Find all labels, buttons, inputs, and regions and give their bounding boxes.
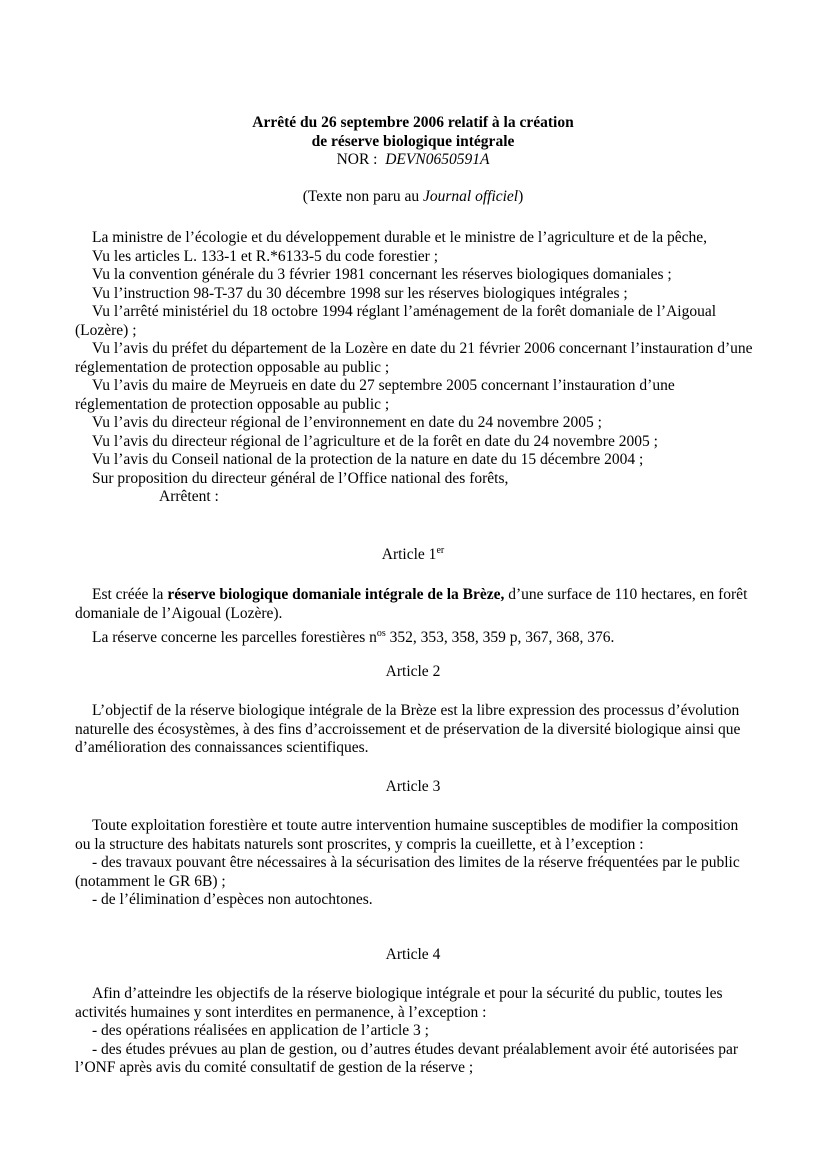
document-header <box>0 114 826 170</box>
visa: Sur proposition du directeur général de l’Office national des forêts, <box>92 469 509 487</box>
article-1-heading-sup: er <box>436 544 445 556</box>
article-4-intro: Afin d’atteindre les objectifs de la réserve biologique intégrale et pour la sécurité du public, toutes les activités humaines y sont interdites en permanence, à l’exception : <box>75 985 723 1021</box>
article-4-heading: Article 4 <box>385 946 441 963</box>
visa: Vu l’avis du directeur régional de l’environnement en date du 24 novembre 2005 ; <box>92 414 602 431</box>
article-4-item: - des opérations réalisées en application de l’article 3 ; <box>92 1022 429 1039</box>
article-1-p2-after: 352, 353, 358, 359 p, 367, 368, 376. <box>385 629 615 646</box>
article-1-heading <box>0 546 826 565</box>
visa: Vu l’avis du Conseil national de la protection de la nature en date du 15 décembre 2004 ; <box>92 451 644 468</box>
article-1-p1-after: d’une surface de 110 hectares, en forêt domaniale de l’Aigoual (Lozère). <box>75 586 748 622</box>
article-4-body <box>75 985 755 1078</box>
article-2-heading: Article 2 <box>385 663 441 680</box>
article-3-item: - de l’élimination d’espèces non autochtones. <box>92 891 373 908</box>
preamble-intro: La ministre de l’écologie et du développement durable et le ministre de l’agriculture et de la pêche, <box>92 229 708 246</box>
publication-note <box>0 188 826 207</box>
publication-note-after: ) <box>518 188 524 205</box>
publication-note-before: (Texte non paru au <box>302 188 423 205</box>
reserve-name: réserve biologique domaniale intégrale de la Brèze, <box>167 586 505 603</box>
preamble <box>75 229 755 507</box>
article-1-p1-before: Est créée la <box>92 586 168 603</box>
visa: Vu l’avis du directeur régional de l’agriculture et de la forêt en date du 24 novembre 2005 ; <box>92 432 658 450</box>
article-2-paragraph: L’objectif de la réserve biologique intégrale de la Brèze est la libre expression des processus d’évolution naturelle des écosystèmes, à des fins d’accroissement et de préservation de la diversité biologique ainsi que d’amélioration des connaissances scientifiques. <box>75 702 741 756</box>
nor-reference <box>0 151 826 170</box>
arretent: Arrêtent : <box>159 488 219 505</box>
article-1-body <box>75 586 755 648</box>
title-line-1: Arrêté du 26 septembre 2006 relatif à la création <box>252 114 574 131</box>
nor-value: DEVN0650591A <box>385 151 490 168</box>
article-1-paragraph-1 <box>75 586 755 623</box>
article-1-paragraph-2 <box>75 629 755 648</box>
article-3-body <box>75 817 755 910</box>
publication-note-italic: Journal officiel <box>422 188 519 205</box>
article-3-heading: Article 3 <box>385 778 441 795</box>
article-2-body <box>75 702 755 758</box>
article-4-item: - des études prévues au plan de gestion, ou d’autres études devant préalablement avoir été autorisées par l’ONF après avis du comité consultatif de gestion de la réserve ; <box>75 1040 739 1076</box>
title-line-2: de réserve biologique intégrale <box>311 132 515 150</box>
visa: Vu l’avis du préfet du département de la Lozère en date du 21 février 2006 concernant l’instauration d’une réglementation de protection opposable au public ; <box>75 340 753 376</box>
visa: Vu l’arrêté ministériel du 18 octobre 1994 réglant l’aménagement de la forêt domaniale de l’Aigoual (Lozère) ; <box>75 303 717 339</box>
article-3-intro: Toute exploitation forestière et toute autre intervention humaine susceptibles de modifier la composition ou la structure des habitats naturels sont proscrites, y compris la cueillette, et à l’exception : <box>75 817 739 853</box>
article-1-heading-text: Article 1 <box>381 546 437 563</box>
article-1-p2-before: La réserve concerne les parcelles forestières n <box>92 629 377 646</box>
article-1-p2-sup: os <box>376 627 386 639</box>
visa: Vu la convention générale du 3 février 1981 concernant les réserves biologiques domaniales ; <box>92 266 672 283</box>
visa: Vu l’avis du maire de Meyrueis en date du 27 septembre 2005 concernant l’instauration d’une réglementation de protection opposable au public ; <box>75 377 675 413</box>
visa: Vu l’instruction 98-T-37 du 30 décembre 1998 sur les réserves biologiques intégrales ; <box>92 284 628 302</box>
visa: Vu les articles L. 133-1 et R.*6133-5 du code forestier ; <box>92 247 439 265</box>
nor-label: NOR : <box>336 151 378 168</box>
article-3-item: - des travaux pouvant être nécessaires à la sécurisation des limites de la réserve fréquentées par le public (notamment le GR 6B) ; <box>75 854 740 890</box>
